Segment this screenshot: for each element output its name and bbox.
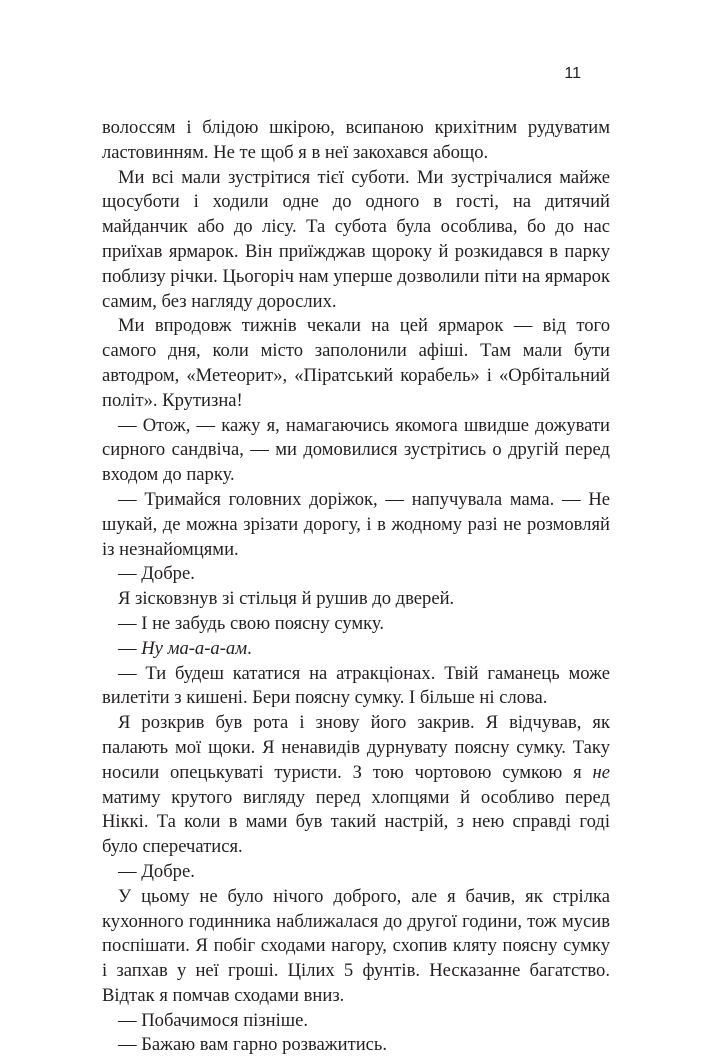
paragraph bbox=[102, 885, 610, 1009]
italic-text: Ну ма-а-а-ам bbox=[141, 637, 248, 659]
text-segment: У цьому не було нічого доброго, але я бачив, як стрілка кухонного годинника наближалася до другої години, тож мусив поспішати. Я побіг сходами нагору, схопив кляту поясну сумку і запхав у неї гроші. Цілих 5 фунтів. Несказанне багатство. Відтак я помчав сходами вниз. bbox=[102, 885, 610, 1006]
text-segment: Я зісковзнув зі стільця й рушив до дверей. bbox=[118, 588, 455, 610]
paragraph bbox=[102, 711, 610, 860]
text-segment: — bbox=[118, 637, 142, 659]
body-text bbox=[102, 116, 610, 1058]
paragraph bbox=[102, 1033, 610, 1058]
page-number: 11 bbox=[564, 65, 581, 82]
text-segment: — Бажаю вам гарно розважитись. bbox=[118, 1034, 388, 1056]
text-segment: . bbox=[247, 637, 252, 659]
text-segment: Я розкрив був рота і знову його закрив. Я відчував, як палають мої щоки. Я ненавидів дурнувату поясну сумку. Таку носили опецькуваті туристи. З тою чортовою сумкою я bbox=[102, 712, 610, 783]
paragraph bbox=[102, 587, 610, 612]
text-segment: — Побачимося пізніше. bbox=[118, 1009, 309, 1031]
paragraph bbox=[102, 612, 610, 637]
paragraph bbox=[102, 166, 610, 315]
paragraph bbox=[102, 314, 610, 413]
text-segment: — Тримайся головних доріжок, — напучувала мама. — Не шукай, де можна зрізати дорогу, і в жодному разі не розмовляй із незнайомцями. bbox=[102, 488, 610, 560]
text-segment: — Отож, — кажу я, намагаючись якомога швидше дожувати сирного сандвіча, — ми домовилися зустрітись о другій перед входом до парку. bbox=[102, 414, 610, 486]
italic-text: не bbox=[592, 761, 610, 783]
paragraph-continued bbox=[102, 116, 610, 166]
text-segment: — Добре. bbox=[118, 860, 195, 882]
text-segment: Ми всі мали зустрітися тієї суботи. Ми зустрічалися майже щосуботи і ходили одне до одного в гості, на дитячий майданчик або до лісу. Та субота була особлива, бо до нас приїхав ярмарок. Він приїжджав щороку й розкидався в парку поблизу річки. Цьогоріч нам уперше дозволили піти на ярмарок самим, без нагляду дорослих. bbox=[102, 166, 610, 312]
paragraph bbox=[102, 860, 610, 885]
paragraph bbox=[102, 562, 610, 587]
text-segment: Ми впродовж тижнів чекали на цей ярмарок — від того самого дня, коли місто заполонили афіші. Там мали бути автодром, «Метеорит», «Піратський корабель» і «Орбітальний політ». Крутизна! bbox=[102, 315, 610, 411]
paragraph bbox=[102, 662, 610, 712]
text-segment: — І не забудь свою поясну сумку. bbox=[118, 612, 385, 634]
paragraph bbox=[102, 488, 610, 562]
paragraph bbox=[102, 414, 610, 488]
text-segment: волоссям і блідою шкірою, всипаною крихітним рудуватим ластовинням. Не те щоб я в неї закохався абощо. bbox=[102, 117, 610, 163]
paragraph bbox=[102, 637, 610, 662]
paragraph bbox=[102, 1009, 610, 1034]
text-segment: матиму крутого вигляду перед хлопцями й особливо перед Ніккі. Та коли в мами був такий настрій, з нею справді годі було сперечатися. bbox=[102, 786, 610, 858]
text-segment: — Ти будеш кататися на атракціонах. Твій гаманець може вилетіти з кишені. Бери поясну сумку. І більше ні слова. bbox=[102, 662, 610, 709]
text-segment: — Добре. bbox=[118, 563, 195, 585]
